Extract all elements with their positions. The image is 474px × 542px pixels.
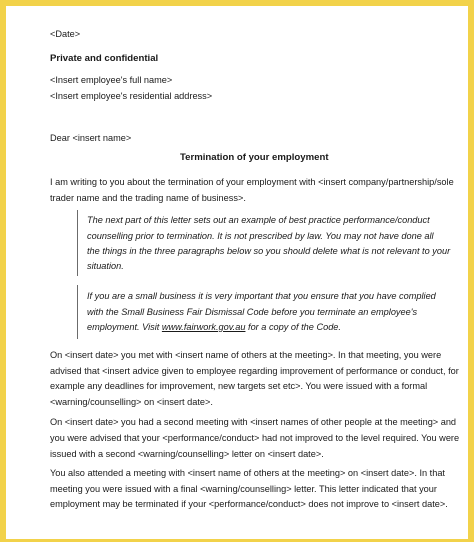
para-3-line-3: employment may be terminated if your <performance/conduct> does not improve to <insert date>. xyxy=(50,499,448,509)
note-2-line-2: with the Small Business Fair Dismissal Code before you terminate an employee's xyxy=(87,307,418,317)
para-1-line-1: On <insert date> you met with <insert name of others at the meeting>. In that meeting, you were xyxy=(50,350,442,360)
note-1-line-2: counselling prior to termination. It is not prescribed by law. You may not have done all xyxy=(87,231,434,241)
employee-address-line: <Insert employee's residential address> xyxy=(50,91,213,101)
note-1-border xyxy=(77,210,78,276)
para-3-line-1: You also attended a meeting with <insert name of others at the meeting> on <insert date>. In that xyxy=(50,468,445,478)
note-1-line-4: situation. xyxy=(87,261,124,271)
date-line: <Date> xyxy=(50,29,81,39)
note-2-line-3-end: for a copy of the Code. xyxy=(245,322,341,332)
note-2-line-1: If you are a small business it is very important that you ensure that you have complied xyxy=(87,291,436,301)
note-2-line-3-start: employment. Visit xyxy=(87,322,162,332)
salutation: Dear <insert name> xyxy=(50,133,132,143)
intro-line-2: trader name and the trading name of business>. xyxy=(50,193,246,203)
note-2-line-3 xyxy=(87,320,341,334)
para-1-line-4: <warning/counselling> on <insert date>. xyxy=(50,397,213,407)
para-3-line-2: meeting you were issued with a final <warning/counselling> letter. This letter indicated that your xyxy=(50,484,437,494)
note-1-line-3: the things in the three paragraphs below so you should delete what is not relevant to your xyxy=(87,246,451,256)
para-2-line-3: issued with a second <warning/counselling> letter on <insert date>. xyxy=(50,449,324,459)
note-2-border xyxy=(77,285,78,339)
note-1-line-1: The next part of this letter sets out an example of best practice performance/conduct xyxy=(87,215,430,225)
para-1-line-3: example any deadlines for improvement, new targets set etc>. You were issued with a formal xyxy=(50,381,428,391)
fairwork-link[interactable]: www.fairwork.gov.au xyxy=(161,322,246,332)
para-2-line-2: you were advised that your <performance/conduct> had not improved to the level required. You were xyxy=(50,433,460,443)
employee-name-line: <Insert employee's full name> xyxy=(50,75,173,85)
para-1-line-2: advised that <insert advice given to employee regarding improvement of performance or conduct, for xyxy=(50,366,459,376)
private-confidential-heading: Private and confidential xyxy=(50,53,159,64)
intro-line-1: I am writing to you about the termination of your employment with <insert company/partnership/sole xyxy=(50,177,454,187)
para-2-line-1: On <insert date> you had a second meeting with <insert names of other people at the meeting> and xyxy=(50,417,457,427)
letter-title: Termination of your employment xyxy=(180,152,329,163)
